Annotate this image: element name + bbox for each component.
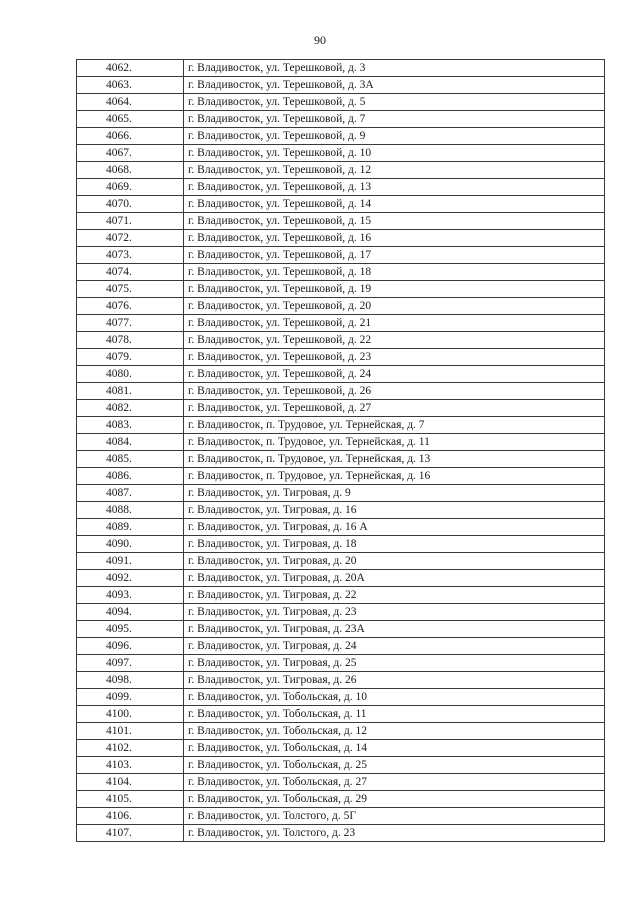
row-number-cell: 4082. xyxy=(77,400,184,417)
address-cell: г. Владивосток, ул. Терешковой, д. 10 xyxy=(184,145,605,162)
table-row xyxy=(77,706,605,723)
table-row xyxy=(77,570,605,587)
address-cell: г. Владивосток, ул. Тигровая, д. 20 xyxy=(184,553,605,570)
row-number-cell: 4100. xyxy=(77,706,184,723)
row-number-cell: 4098. xyxy=(77,672,184,689)
table-row xyxy=(77,740,605,757)
table-row xyxy=(77,723,605,740)
row-number-cell: 4084. xyxy=(77,434,184,451)
row-number-cell: 4081. xyxy=(77,383,184,400)
row-number-cell: 4106. xyxy=(77,808,184,825)
address-cell: г. Владивосток, п. Трудовое, ул. Тернейская, д. 7 xyxy=(184,417,605,434)
address-cell: г. Владивосток, ул. Тигровая, д. 25 xyxy=(184,655,605,672)
table-row xyxy=(77,111,605,128)
address-cell: г. Владивосток, п. Трудовое, ул. Тернейская, д. 16 xyxy=(184,468,605,485)
table-row xyxy=(77,757,605,774)
row-number-cell: 4063. xyxy=(77,77,184,94)
table-row xyxy=(77,468,605,485)
row-number-cell: 4075. xyxy=(77,281,184,298)
table-row xyxy=(77,536,605,553)
table-row xyxy=(77,400,605,417)
address-cell: г. Владивосток, ул. Терешковой, д. 23 xyxy=(184,349,605,366)
table-row xyxy=(77,825,605,842)
row-number-cell: 4077. xyxy=(77,315,184,332)
address-cell: г. Владивосток, ул. Тигровая, д. 20А xyxy=(184,570,605,587)
row-number-cell: 4065. xyxy=(77,111,184,128)
address-cell: г. Владивосток, ул. Толстого, д. 5Г xyxy=(184,808,605,825)
address-cell: г. Владивосток, п. Трудовое, ул. Тернейская, д. 11 xyxy=(184,434,605,451)
table-row xyxy=(77,315,605,332)
row-number-cell: 4066. xyxy=(77,128,184,145)
row-number-cell: 4073. xyxy=(77,247,184,264)
table-row xyxy=(77,213,605,230)
address-cell: г. Владивосток, ул. Тобольская, д. 11 xyxy=(184,706,605,723)
row-number-cell: 4102. xyxy=(77,740,184,757)
address-cell: г. Владивосток, ул. Тобольская, д. 10 xyxy=(184,689,605,706)
row-number-cell: 4099. xyxy=(77,689,184,706)
address-cell: г. Владивосток, ул. Тобольская, д. 27 xyxy=(184,774,605,791)
address-cell: г. Владивосток, ул. Тобольская, д. 29 xyxy=(184,791,605,808)
row-number-cell: 4080. xyxy=(77,366,184,383)
row-number-cell: 4079. xyxy=(77,349,184,366)
row-number-cell: 4078. xyxy=(77,332,184,349)
address-cell: г. Владивосток, ул. Тигровая, д. 16 А xyxy=(184,519,605,536)
row-number-cell: 4071. xyxy=(77,213,184,230)
row-number-cell: 4064. xyxy=(77,94,184,111)
table-row xyxy=(77,94,605,111)
table-row xyxy=(77,332,605,349)
table-row xyxy=(77,451,605,468)
row-number-cell: 4093. xyxy=(77,587,184,604)
table-row xyxy=(77,298,605,315)
table-row xyxy=(77,774,605,791)
address-cell: г. Владивосток, ул. Терешковой, д. 22 xyxy=(184,332,605,349)
table-row xyxy=(77,655,605,672)
table-row xyxy=(77,196,605,213)
table-row xyxy=(77,791,605,808)
address-cell: г. Владивосток, ул. Терешковой, д. 7 xyxy=(184,111,605,128)
address-cell: г. Владивосток, ул. Тобольская, д. 25 xyxy=(184,757,605,774)
table-row xyxy=(77,230,605,247)
row-number-cell: 4089. xyxy=(77,519,184,536)
table-row xyxy=(77,145,605,162)
table-row xyxy=(77,417,605,434)
address-cell: г. Владивосток, ул. Терешковой, д. 15 xyxy=(184,213,605,230)
address-cell: г. Владивосток, ул. Терешковой, д. 16 xyxy=(184,230,605,247)
row-number-cell: 4103. xyxy=(77,757,184,774)
address-cell: г. Владивосток, ул. Тигровая, д. 24 xyxy=(184,638,605,655)
address-cell: г. Владивосток, ул. Терешковой, д. 5 xyxy=(184,94,605,111)
table-row xyxy=(77,281,605,298)
row-number-cell: 4074. xyxy=(77,264,184,281)
row-number-cell: 4067. xyxy=(77,145,184,162)
table-row xyxy=(77,264,605,281)
address-cell: г. Владивосток, ул. Терешковой, д. 17 xyxy=(184,247,605,264)
row-number-cell: 4087. xyxy=(77,485,184,502)
table-row xyxy=(77,349,605,366)
row-number-cell: 4096. xyxy=(77,638,184,655)
address-cell: г. Владивосток, ул. Терешковой, д. 13 xyxy=(184,179,605,196)
address-cell: г. Владивосток, ул. Тигровая, д. 22 xyxy=(184,587,605,604)
table-row xyxy=(77,553,605,570)
address-cell: г. Владивосток, ул. Терешковой, д. 18 xyxy=(184,264,605,281)
table-row xyxy=(77,519,605,536)
address-cell: г. Владивосток, ул. Терешковой, д. 12 xyxy=(184,162,605,179)
row-number-cell: 4091. xyxy=(77,553,184,570)
address-cell: г. Владивосток, ул. Тигровая, д. 23А xyxy=(184,621,605,638)
row-number-cell: 4085. xyxy=(77,451,184,468)
row-number-cell: 4097. xyxy=(77,655,184,672)
table-row xyxy=(77,689,605,706)
table-row xyxy=(77,672,605,689)
row-number-cell: 4094. xyxy=(77,604,184,621)
row-number-cell: 4090. xyxy=(77,536,184,553)
row-number-cell: 4101. xyxy=(77,723,184,740)
address-cell: г. Владивосток, ул. Тигровая, д. 23 xyxy=(184,604,605,621)
row-number-cell: 4070. xyxy=(77,196,184,213)
row-number-cell: 4088. xyxy=(77,502,184,519)
address-cell: г. Владивосток, ул. Толстого, д. 23 xyxy=(184,825,605,842)
row-number-cell: 4105. xyxy=(77,791,184,808)
address-cell: г. Владивосток, ул. Терешковой, д. 3А xyxy=(184,77,605,94)
table-row xyxy=(77,502,605,519)
address-cell: г. Владивосток, ул. Терешковой, д. 27 xyxy=(184,400,605,417)
address-table-body xyxy=(77,60,605,842)
address-cell: г. Владивосток, ул. Терешковой, д. 19 xyxy=(184,281,605,298)
row-number-cell: 4104. xyxy=(77,774,184,791)
address-cell: г. Владивосток, ул. Терешковой, д. 3 xyxy=(184,60,605,77)
table-row xyxy=(77,128,605,145)
address-cell: г. Владивосток, п. Трудовое, ул. Тернейская, д. 13 xyxy=(184,451,605,468)
address-cell: г. Владивосток, ул. Тобольская, д. 14 xyxy=(184,740,605,757)
address-cell: г. Владивосток, ул. Тигровая, д. 16 xyxy=(184,502,605,519)
address-cell: г. Владивосток, ул. Терешковой, д. 21 xyxy=(184,315,605,332)
row-number-cell: 4069. xyxy=(77,179,184,196)
page-number: 90 xyxy=(314,33,326,47)
row-number-cell: 4062. xyxy=(77,60,184,77)
row-number-cell: 4072. xyxy=(77,230,184,247)
address-cell: г. Владивосток, ул. Терешковой, д. 20 xyxy=(184,298,605,315)
row-number-cell: 4092. xyxy=(77,570,184,587)
row-number-cell: 4068. xyxy=(77,162,184,179)
table-row xyxy=(77,604,605,621)
address-cell: г. Владивосток, ул. Терешковой, д. 24 xyxy=(184,366,605,383)
row-number-cell: 4076. xyxy=(77,298,184,315)
table-row xyxy=(77,485,605,502)
address-cell: г. Владивосток, ул. Терешковой, д. 9 xyxy=(184,128,605,145)
address-cell: г. Владивосток, ул. Тигровая, д. 26 xyxy=(184,672,605,689)
row-number-cell: 4083. xyxy=(77,417,184,434)
table-row xyxy=(77,808,605,825)
table-row xyxy=(77,77,605,94)
address-cell: г. Владивосток, ул. Тобольская, д. 12 xyxy=(184,723,605,740)
table-row xyxy=(77,179,605,196)
address-table xyxy=(76,59,605,842)
address-cell: г. Владивосток, ул. Тигровая, д. 18 xyxy=(184,536,605,553)
table-row xyxy=(77,366,605,383)
row-number-cell: 4086. xyxy=(77,468,184,485)
table-row xyxy=(77,383,605,400)
table-row xyxy=(77,162,605,179)
table-row xyxy=(77,587,605,604)
table-row xyxy=(77,621,605,638)
row-number-cell: 4107. xyxy=(77,825,184,842)
address-cell: г. Владивосток, ул. Терешковой, д. 14 xyxy=(184,196,605,213)
address-cell: г. Владивосток, ул. Терешковой, д. 26 xyxy=(184,383,605,400)
table-row xyxy=(77,247,605,264)
row-number-cell: 4095. xyxy=(77,621,184,638)
table-row xyxy=(77,638,605,655)
table-row xyxy=(77,60,605,77)
table-row xyxy=(77,434,605,451)
address-cell: г. Владивосток, ул. Тигровая, д. 9 xyxy=(184,485,605,502)
